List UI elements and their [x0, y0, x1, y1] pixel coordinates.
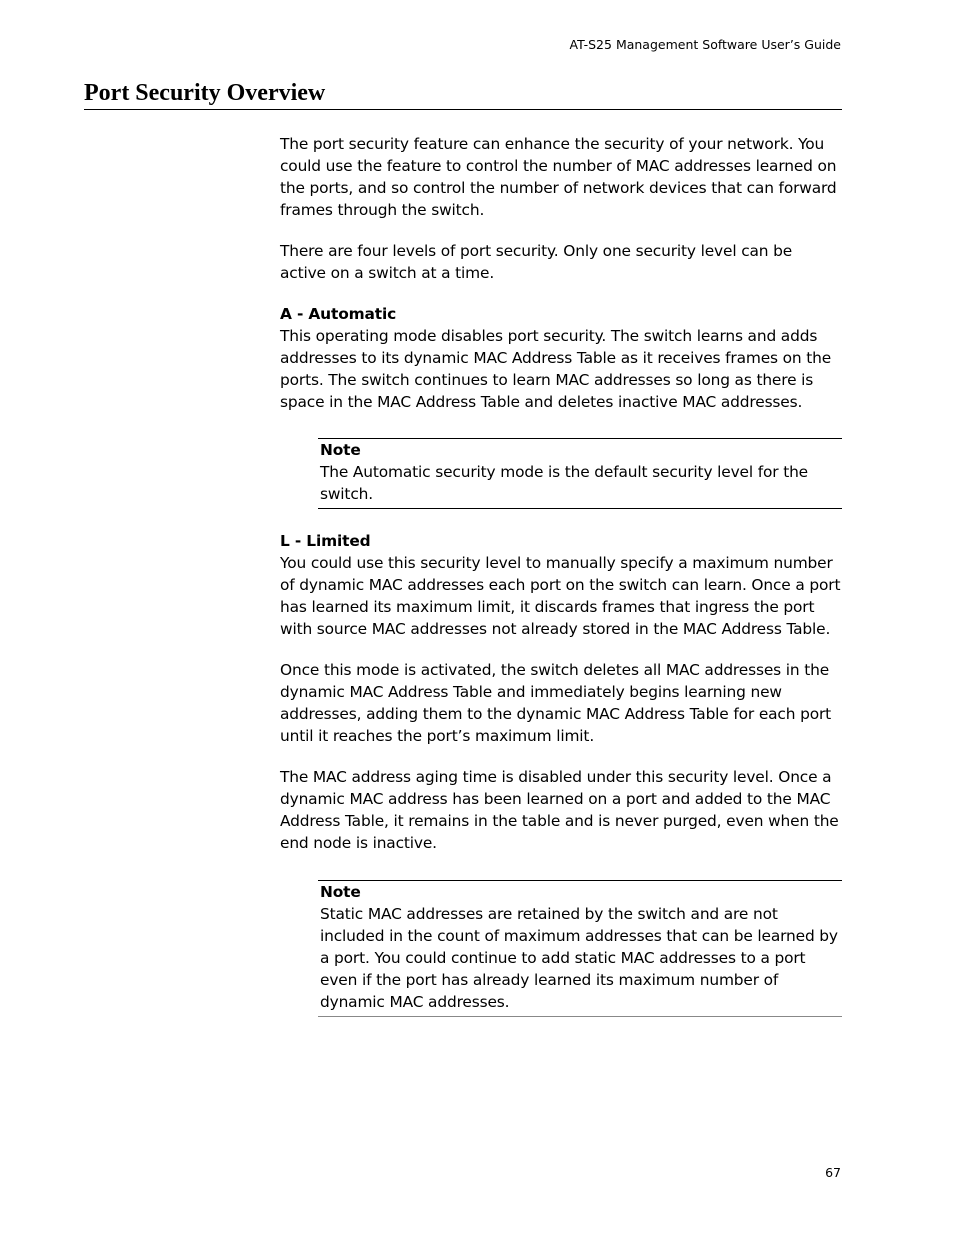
running-header: AT-S25 Management Software User’s Guide — [569, 37, 841, 52]
section-title: Port Security Overview — [84, 80, 326, 106]
limited-note-label: Note — [320, 883, 361, 901]
title-rule — [84, 109, 842, 110]
limited-description-2: Once this mode is activated, the switch deletes all MAC addresses in the dynamic MAC Address Table and immediately begins learning new addresses, adding them to the dynamic MAC Address Table for each port until it reaches the port’s maximum limit. — [280, 661, 832, 745]
automatic-heading: A - Automatic — [280, 305, 397, 323]
limited-note — [318, 880, 842, 1013]
automatic-note-text: The Automatic security mode is the default security level for the switch. — [320, 463, 808, 503]
page-number: 67 — [825, 1165, 841, 1180]
automatic-note-label: Note — [320, 441, 361, 459]
limited-note-bottom-rule — [318, 1016, 842, 1017]
limited-description-1: You could use this security level to manually specify a maximum number of dynamic MAC addresses each port on the switch can learn. Once a port has learned its maximum limit, it discards frames that ingress the port with source MAC addresses not already stored in the MAC Address Table. — [280, 554, 841, 638]
intro-paragraph-1: The port security feature can enhance the security of your network. You could use the feature to control the number of MAC addresses learned on the ports, and so control the number of network devices that can forward frames through the switch. — [280, 135, 837, 219]
automatic-note — [318, 438, 842, 505]
automatic-description: This operating mode disables port security. The switch learns and adds addresses to its dynamic MAC Address Table as it receives frames on the ports. The switch continues to learn MAC addresses so long as there is space in the MAC Address Table and deletes inactive MAC addresses. — [280, 327, 832, 411]
limited-heading: L - Limited — [280, 532, 371, 550]
main-content — [280, 133, 842, 1017]
intro-paragraph-2: There are four levels of port security. Only one security level can be active on a switch at a time. — [280, 242, 793, 282]
limited-description-3: The MAC address aging time is disabled under this security level. Once a dynamic MAC address has been learned on a port and added to the MAC Address Table, it remains in the table and is never purged, even when the end node is inactive. — [280, 768, 839, 852]
limited-note-text: Static MAC addresses are retained by the switch and are not included in the count of maximum addresses that can be learned by a port. You could continue to add static MAC addresses to a port even if the port has already learned its maximum number of dynamic MAC addresses. — [320, 905, 838, 1011]
automatic-note-bottom-rule — [318, 508, 842, 509]
